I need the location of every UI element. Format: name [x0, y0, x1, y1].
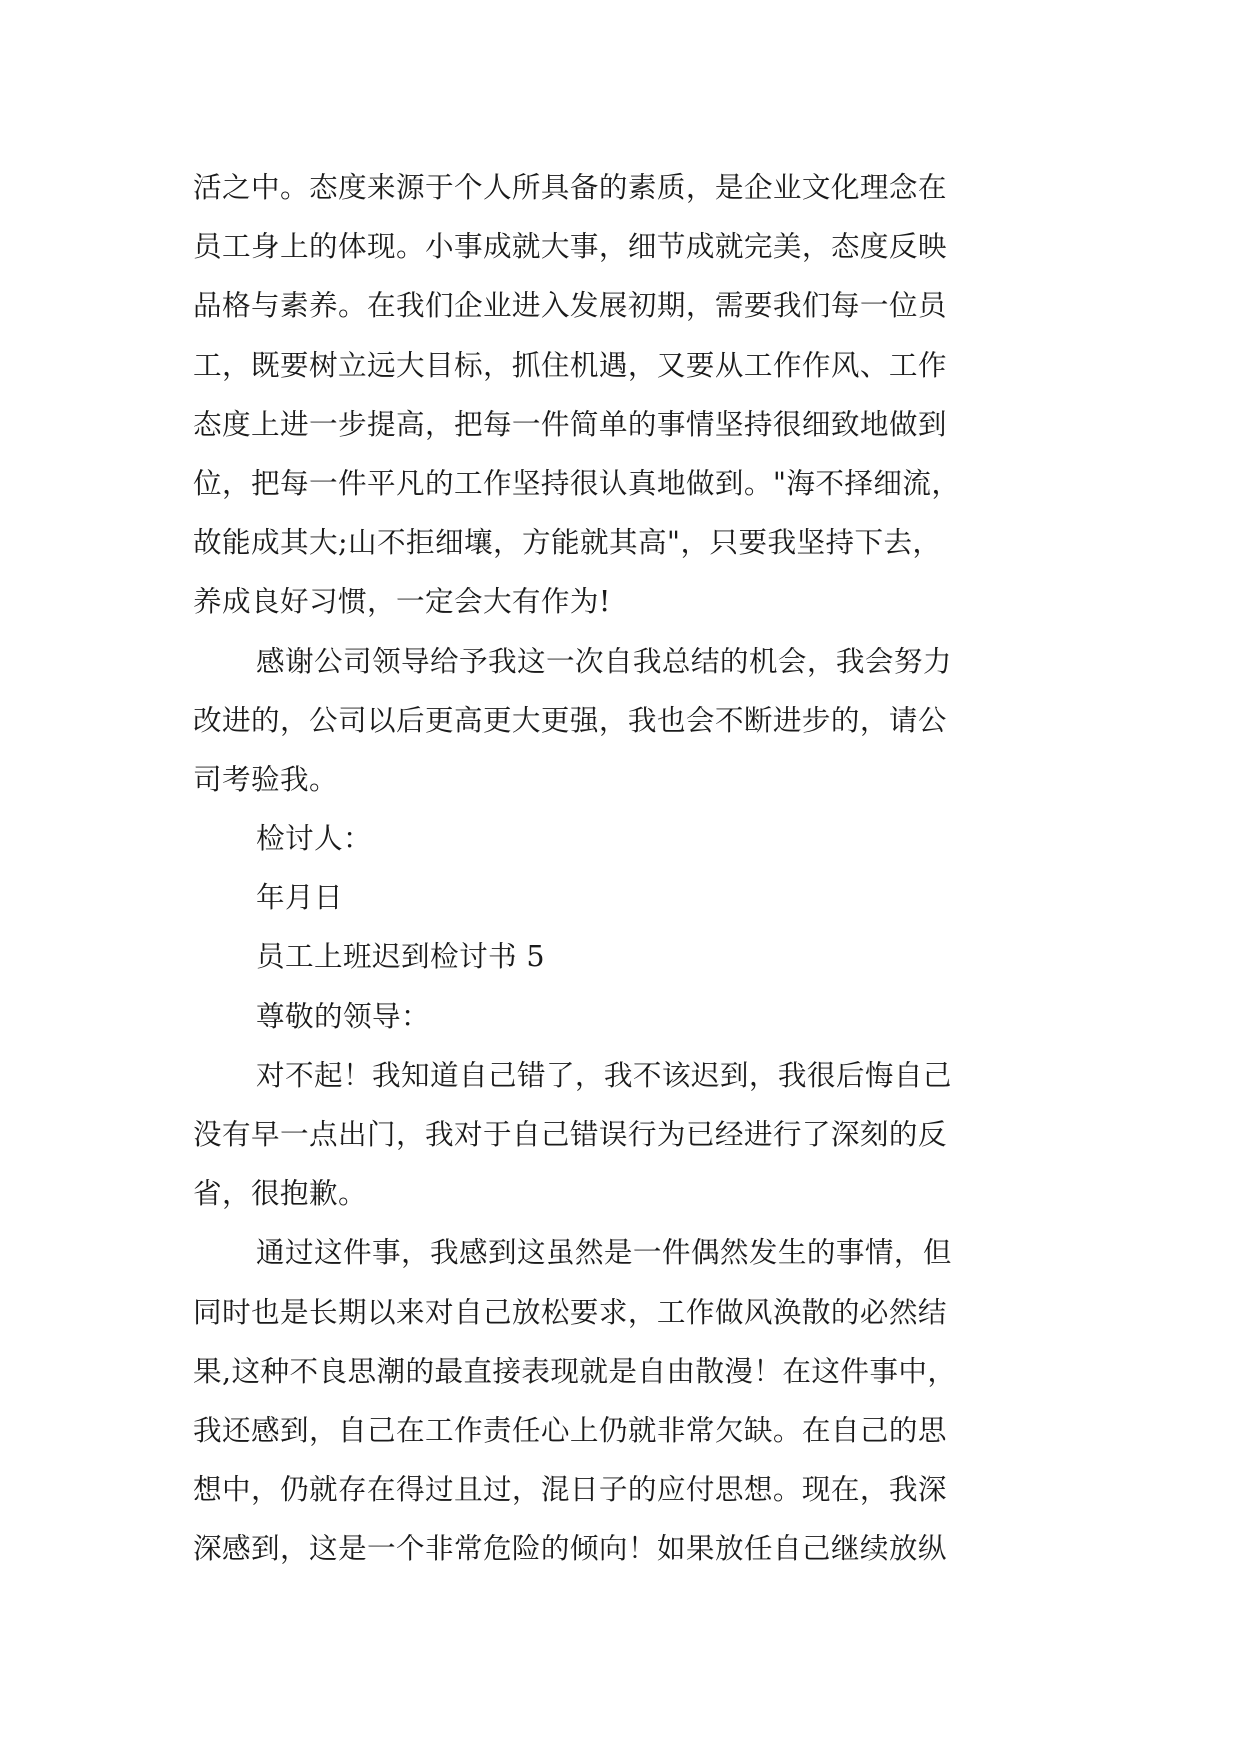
signature-label: [193, 809, 1063, 868]
text-line: 品格与素养。在我们企业进入发展初期，需要我们每一位员: [193, 288, 947, 323]
date-line: [193, 868, 1063, 927]
text-line: 想中，仍就存在得过且过，混日子的应付思想。现在，我深: [193, 1472, 947, 1507]
text-line: 果,这种不良思潮的最直接表现就是自由散漫！在这件事中，: [193, 1353, 957, 1388]
text-line: 检讨人：: [256, 821, 372, 856]
text-line: 故能成其大;山不拒细壤，方能就其高"，只要我坚持下去，: [193, 525, 942, 560]
text-line: 没有早一点出门，我对于自己错误行为已经进行了深刻的反: [193, 1117, 947, 1151]
text-line: 司考验我。: [193, 761, 338, 796]
paragraph: [193, 632, 1063, 810]
text-line: 员工身上的体现。小事成就大事，细节成就完美，态度反映: [193, 229, 947, 264]
text-line: 员工上班迟到检讨书 5: [256, 939, 546, 974]
paragraph: [193, 158, 1063, 632]
text-line: 同时也是长期以来对自己放松要求，工作做风涣散的必然结: [193, 1294, 947, 1329]
document-body: [193, 158, 1063, 1579]
text-line: 深感到，这是一个非常危险的倾向！如果放任自己继续放纵: [193, 1531, 947, 1566]
section-title: [193, 927, 1063, 986]
text-line: 对不起！我知道自己错了，我不该迟到，我很后悔自己: [256, 1057, 952, 1092]
text-line: 态度上进一步提高，把每一件简单的事情坚持很细致地做到: [193, 406, 947, 441]
text-line: 改进的，公司以后更高更大更强，我也会不断进步的，请公: [193, 702, 947, 737]
text-line: 养成良好习惯，一定会大有作为!: [193, 584, 611, 619]
text-line: 通过这件事，我感到这虽然是一件偶然发生的事情，但: [256, 1235, 952, 1270]
text-line: 感谢公司领导给予我这一次自我总结的机会，我会努力: [256, 643, 952, 678]
text-line: 我还感到，自己在工作责任心上仍就非常欠缺。在自己的思: [193, 1412, 947, 1447]
text-line: 省，很抱歉。: [193, 1176, 367, 1211]
paragraph: [193, 1046, 1063, 1224]
text-line: 位，把每一件平凡的工作坚持很认真地做到。"海不择细流，: [193, 465, 961, 500]
salutation: [193, 987, 1063, 1046]
text-line: 活之中。态度来源于个人所具备的素质，是企业文化理念在: [193, 170, 947, 204]
text-line: 工，既要树立远大目标，抓住机遇，又要从工作作风、工作: [193, 347, 947, 382]
text-line: 尊敬的领导：: [256, 998, 430, 1033]
text-line: 年月日: [256, 880, 343, 915]
paragraph: [193, 1223, 1063, 1578]
